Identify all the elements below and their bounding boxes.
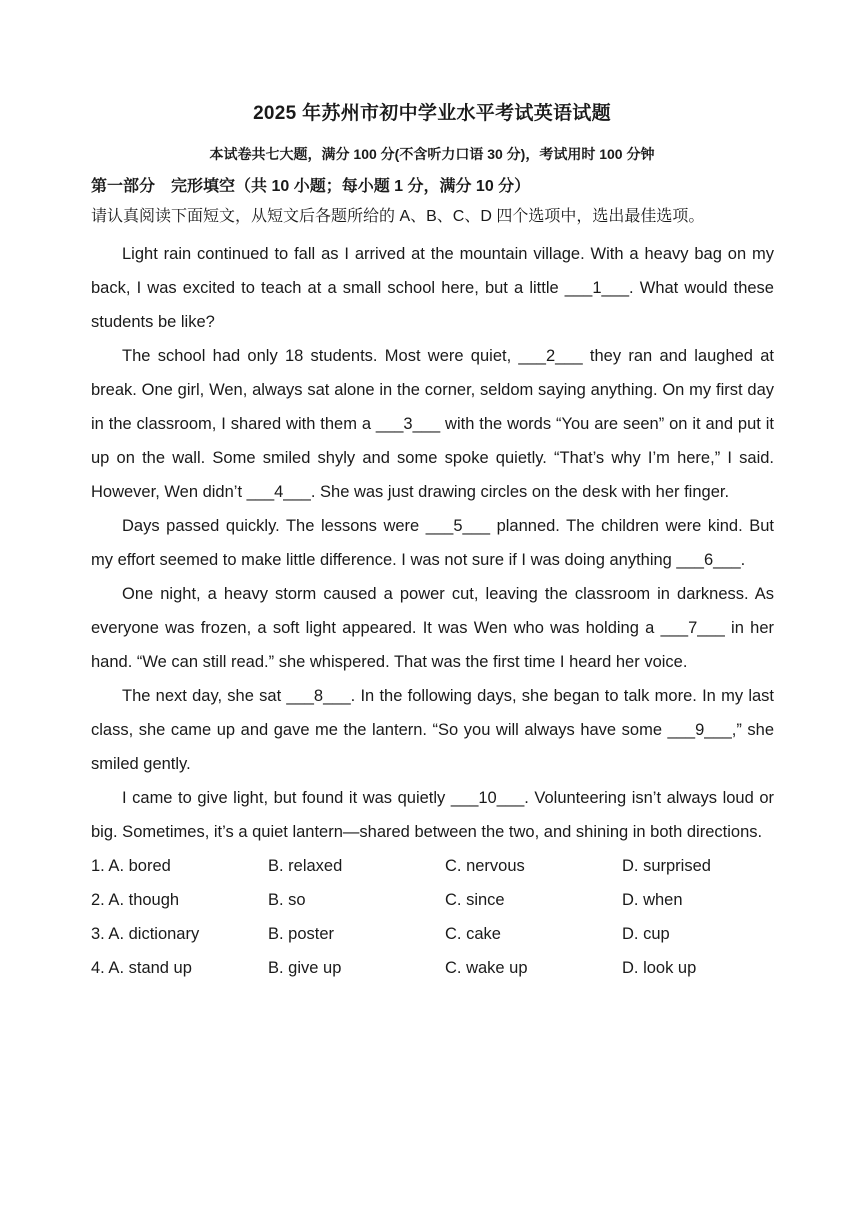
part1-instruction: 请认真阅读下面短文，从短文后各题所给的 A、B、C、D 四个选项中，选出最佳选项。 xyxy=(91,208,705,225)
option-2b: B. so xyxy=(268,891,306,909)
option-2c: C. since xyxy=(445,891,505,909)
passage-paragraph-2: The school had only 18 students. Most were quiet, ___2___ they ran and laughed at break. One girl, Wen, always sat alone in the corner, seldom saying anything. On my first day in the classroom, I shared with them a ___3___ with the words “You are seen” on it and put it up on the wall. Some smiled shyly and some spoke quietly. “That’s why I’m here,” I said. However, Wen didn’t ___4___. She was just drawing circles on the desk with her finger. xyxy=(91,347,774,501)
part1-heading: 第一部分 完形填空（共 10 小题；每小题 1 分，满分 10 分） xyxy=(91,178,531,195)
option-3a: 3. A. dictionary xyxy=(91,925,200,943)
option-1a: 1. A. bored xyxy=(91,857,171,875)
passage-paragraph-5: The next day, she sat ___8___. In the following days, she began to talk more. In my last class, she came up and gave me the lantern. “So you will always have some ___9___,” she smiled gently. xyxy=(91,687,774,773)
option-1d: D. surprised xyxy=(622,857,711,875)
option-4d: D. look up xyxy=(622,959,697,977)
option-4c: C. wake up xyxy=(445,959,528,977)
option-3c: C. cake xyxy=(445,925,501,943)
passage-paragraph-6: I came to give light, but found it was quietly ___10___. Volunteering isn’t always loud or big. Sometimes, it’s a quiet lantern—shared between the two, and shining in both directions. xyxy=(91,789,774,841)
question-options xyxy=(91,849,774,985)
option-1c: C. nervous xyxy=(445,857,525,875)
question-2-options xyxy=(91,883,774,917)
passage-paragraph-4: One night, a heavy storm caused a power cut, leaving the classroom in darkness. As everyone was frozen, a soft light appeared. It was Wen who was holding a ___7___ in her hand. “We can still read.” she whispered. That was the first time I heard her voice. xyxy=(91,585,774,671)
option-4a: 4. A. stand up xyxy=(91,959,192,977)
passage-paragraph-3: Days passed quickly. The lessons were ___5___ planned. The children were kind. But my effort seemed to make little difference. I was not sure if I was doing anything ___6___. xyxy=(91,517,774,569)
option-3b: B. poster xyxy=(268,925,335,943)
question-4-options xyxy=(91,951,774,985)
part1-section xyxy=(91,175,774,985)
option-3d: D. cup xyxy=(622,925,670,943)
passage-paragraph-1: Light rain continued to fall as I arrived at the mountain village. With a heavy bag on my back, I was excited to teach at a small school here, but a little ___1___. What would these students be like? xyxy=(91,245,774,331)
question-3-options xyxy=(91,917,774,951)
exam-title: 2025 年苏州市初中学业水平考试英语试题 xyxy=(253,103,611,124)
option-1b: B. relaxed xyxy=(268,857,343,875)
option-2d: D. when xyxy=(622,891,683,909)
question-1-options xyxy=(91,849,774,883)
option-4b: B. give up xyxy=(268,959,342,977)
exam-subtitle: 本试卷共七大题，满分 100 分(不含听力口语 30 分)，考试用时 100 分钟 xyxy=(209,146,655,162)
option-2a: 2. A. though xyxy=(91,891,180,909)
